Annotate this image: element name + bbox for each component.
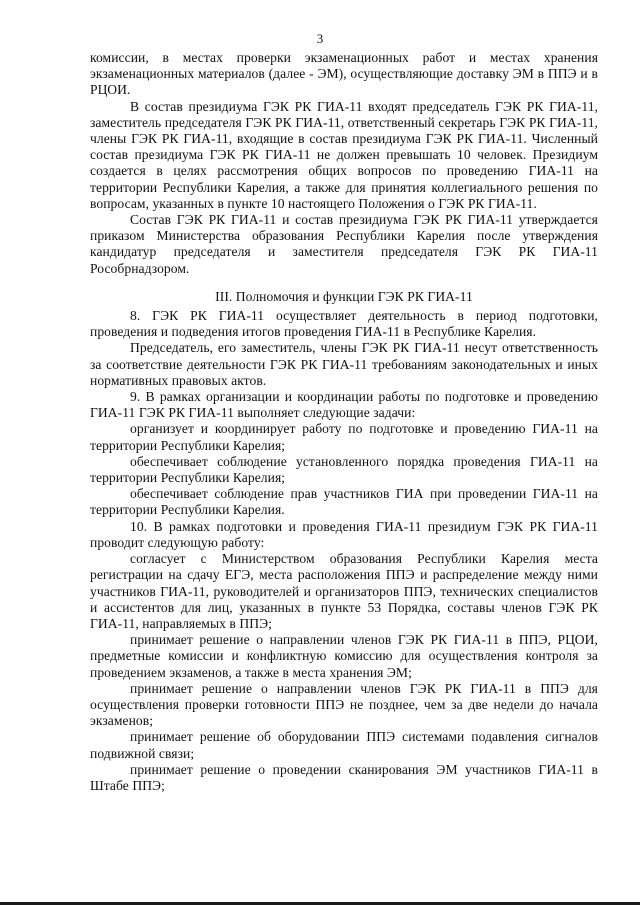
paragraph-work-signal-suppression: принимает решение об оборудовании ППЭ системами подавления сигналов подвижной связи; — [90, 729, 598, 761]
section-title: III. Полномочия и функции ГЭК РК ГИА-11 — [215, 288, 473, 304]
paragraph-item-8: 8. ГЭК РК ГИА-11 осуществляет деятельность в период подготовки, проведения и подведения итогов проведения ГИА-11 в Республике Карелия. — [90, 308, 598, 340]
paragraph-item-10: 10. В рамках подготовки и проведения ГИА-11 президиум ГЭК РК ГИА-11 проводит следующую работу: — [90, 518, 598, 550]
paragraph-work-scanning: принимает решение о проведении сканирования ЭМ участников ГИА-11 в Штабе ППЭ; — [90, 761, 598, 793]
paragraph-task-organize: организует и координирует работу по подготовке и проведению ГИА-11 на территории Республики Карелия; — [90, 421, 598, 453]
paragraph-work-direct-members: принимает решение о направлении членов ГЭК РК ГИА-11 в ППЭ, РЦОИ, предметные комиссии и конфликтную комиссию для осуществления контроля за проведением экзаменов, а также в места хранения ЭМ; — [90, 632, 598, 680]
paragraph-task-rights: обеспечивает соблюдение прав участников ГИА при проведении ГИА-11 на территории Республики Карелия. — [90, 486, 598, 518]
paragraph-responsibility: Председатель, его заместитель, члены ГЭК РК ГИА-11 несут ответственность за соответствие деятельности ГЭК РК ГИА-11 требованиям законодательных и иных нормативных правовых актов. — [90, 340, 598, 388]
paragraph-work-agree: согласует с Министерством образования Республики Карелия места регистрации на сдачу ЕГЭ, места расположения ППЭ и распределение между ними участников ГИА-11, руководителей и организаторов ППЭ, технических специалистов и ассистентов для лиц, указанных в пункте 53 Порядка, составы членов ГЭК РК ГИА-11, направляемых в ППЭ; — [90, 551, 598, 631]
paragraph-continuation: комиссии, в местах проверки экзаменационных работ и местах хранения экзаменационных материалов (далее - ЭМ), осуществляющие доставку ЭМ в ППЭ и в РЦОИ. — [90, 50, 598, 98]
paragraph-task-procedure: обеспечивает соблюдение установленного порядка проведения ГИА-11 на территории Республики Карелия; — [90, 453, 598, 486]
paragraph-approval: Состав ГЭК РК ГИА-11 и состав президиума ГЭК РК ГИА-11 утверждается приказом Министерства образования Республики Карелия после утверждения кандидатур председателя и заместителя председателя ГЭК РК ГИА-11 Рособрнадзором. — [90, 212, 598, 276]
document-body — [90, 50, 598, 794]
paragraph-work-readiness-check: принимает решение о направлении членов ГЭК РК ГИА-11 в ППЭ для осуществления проверки готовности ППЭ не позднее, чем за две недели до начала экзаменов; — [90, 680, 598, 729]
paragraph-presidium-composition: В состав президиума ГЭК РК ГИА-11 входят председатель ГЭК РК ГИА-11, заместитель председателя ГЭК РК ГИА-11, ответственный секретарь ГЭК РК ГИА-11, члены ГЭК РК ГИА-11, входящие в состав президиума ГЭК РК ГИА-11. Численный состав президиума ГЭК РК ГИА-11 не должен превышать 10 человек. Президиум создается в целях рассмотрения общих вопросов по проведению ГИА-11 на территории Республики Карелия, а также для принятия коллегиального решения по вопросам, указанных в пункте 10 настоящего Положения о ГЭК РК ГИА-11. — [90, 98, 598, 211]
page-number: 3 — [316, 31, 324, 46]
paragraph-item-9: 9. В рамках организации и координации работы по подготовке и проведению ГИА-11 ГЭК РК ГИА-11 выполняет следующие задачи: — [90, 389, 598, 421]
